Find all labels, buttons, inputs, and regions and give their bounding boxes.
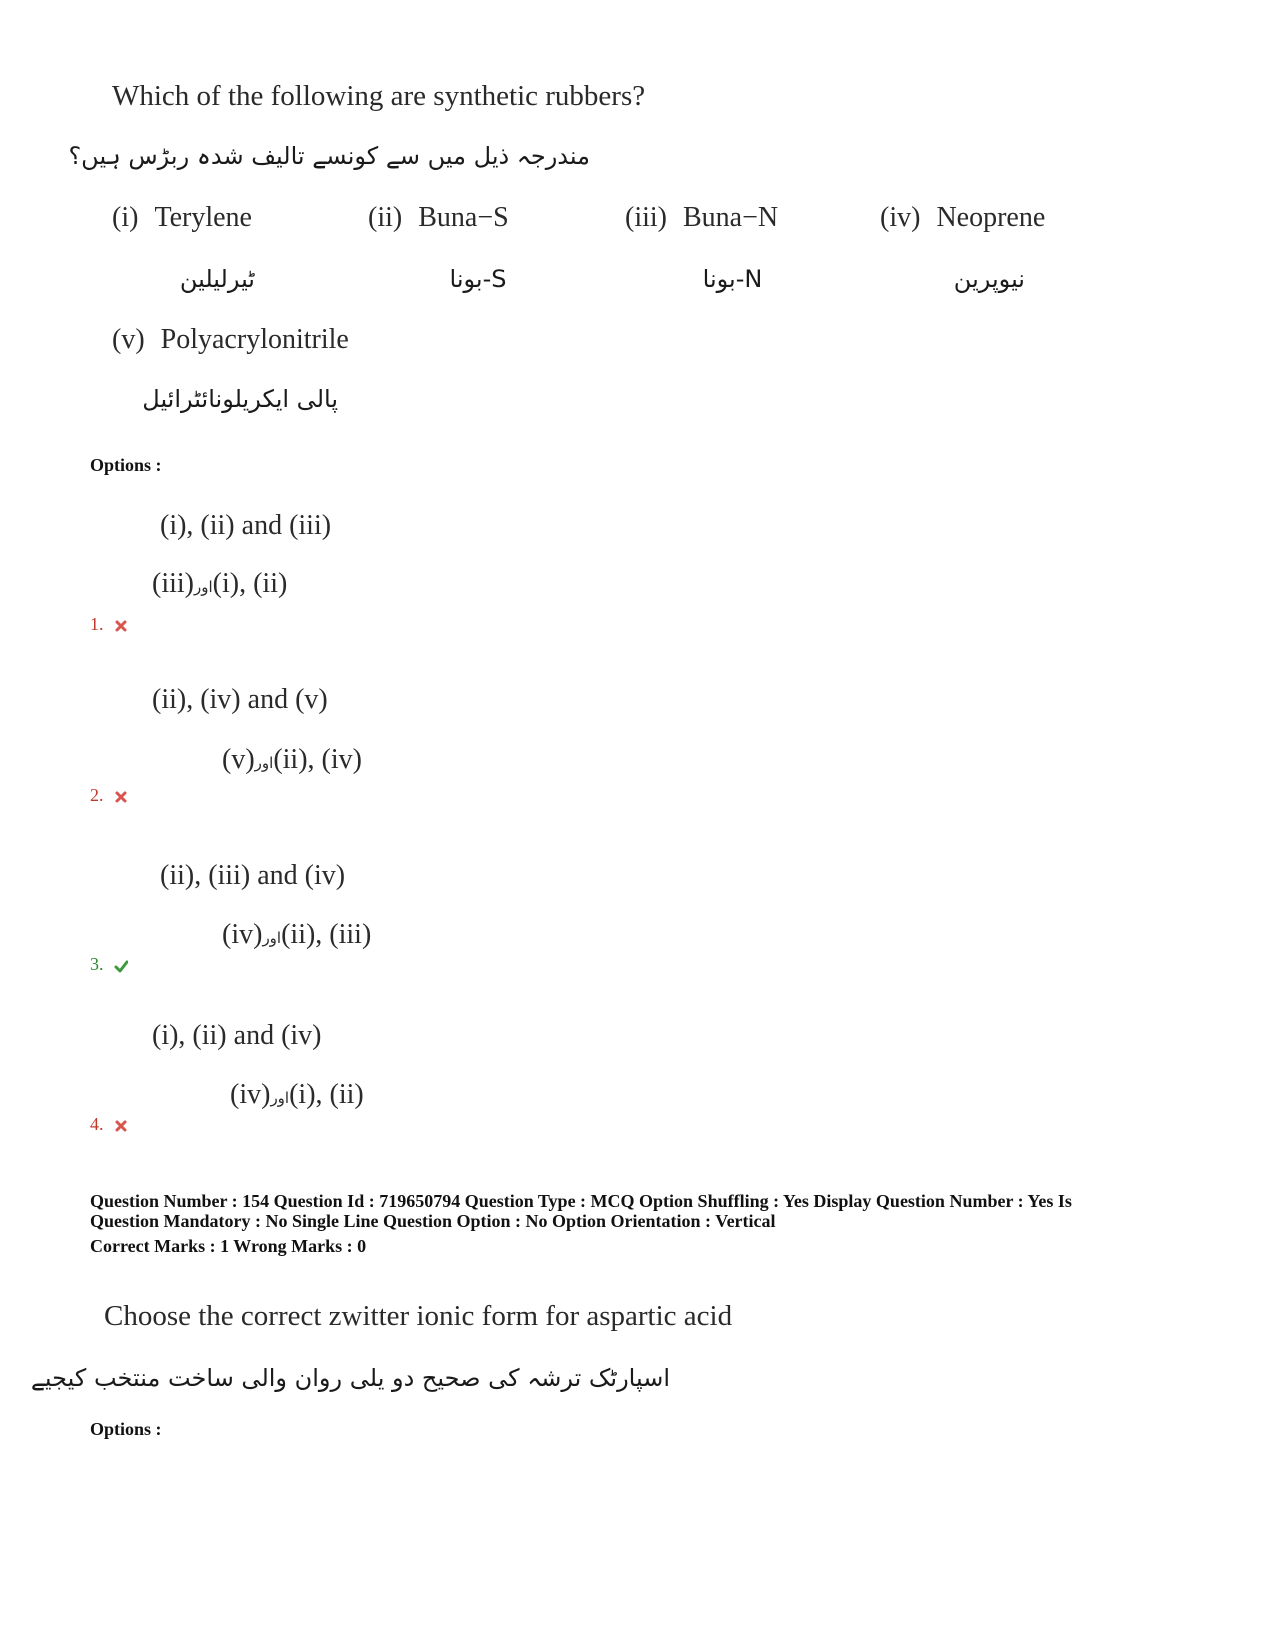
- question-2-text: Choose the correct zwitter ionic form for aspartic acid: [104, 1300, 733, 1332]
- cross-icon: [114, 619, 128, 633]
- item-ii-urdu: S-بونا: [449, 265, 507, 293]
- item-v-urdu: پالی ایکریلونائٹرائیل: [142, 385, 338, 413]
- option-4-number[interactable]: 4.: [90, 1114, 128, 1135]
- question-text: Which of the following are synthetic rubbers?: [112, 80, 646, 112]
- question-text-urdu: مندرجہ ذیل میں سے کونسے تالیف شدہ ربڑس ہیں؟: [68, 142, 590, 170]
- item-iv: (iv) Neoprene: [880, 202, 1046, 233]
- options-label: Options :: [90, 455, 162, 475]
- option-2-text: (ii), (iv) and (v): [152, 684, 328, 715]
- cross-icon: [114, 1119, 128, 1133]
- question-2-text-urdu: اسپارٹک ترشہ کی صحیح دو یلی روان والی ساخت منتخب کیجیے: [30, 1364, 670, 1392]
- question-meta-line1: Question Number : 154 Question Id : 719650794 Question Type : MCQ Option Shuffling : Yes Display Question Number : Yes Is: [90, 1191, 1072, 1211]
- option-2-urdu: (v)اور(ii), (iv): [222, 744, 362, 775]
- option-1-urdu: (iii)اور(i), (ii): [152, 568, 288, 599]
- item-iii: (iii) Buna−N: [625, 202, 779, 233]
- cross-icon: [114, 790, 128, 804]
- item-ii: (ii) Buna−S: [368, 202, 509, 233]
- option-4-urdu: (iv)اور(i), (ii): [230, 1079, 364, 1110]
- marks-info: Correct Marks : 1 Wrong Marks : 0: [90, 1236, 367, 1256]
- checkmark-icon: [114, 959, 128, 973]
- item-v: (v) Polyacrylonitrile: [112, 324, 349, 355]
- options-label-2: Options :: [90, 1419, 162, 1439]
- question-meta-line2: Question Mandatory : No Single Line Question Option : No Option Orientation : Vertical: [90, 1211, 776, 1231]
- item-iv-urdu: نیوپرین: [953, 265, 1025, 293]
- option-3-text: (ii), (iii) and (iv): [160, 860, 346, 891]
- option-1-text: (i), (ii) and (iii): [160, 510, 332, 541]
- item-i-urdu: ٹیرلیلین: [179, 265, 255, 293]
- option-4-text: (i), (ii) and (iv): [152, 1020, 322, 1051]
- option-1-number[interactable]: 1.: [90, 614, 128, 635]
- item-i: (i) Terylene: [112, 202, 252, 233]
- item-iii-urdu: N-بونا: [702, 265, 763, 293]
- option-2-number[interactable]: 2.: [90, 785, 128, 806]
- option-3-urdu: (iv)اور(ii), (iii): [222, 919, 372, 950]
- option-3-number[interactable]: 3.: [90, 954, 128, 975]
